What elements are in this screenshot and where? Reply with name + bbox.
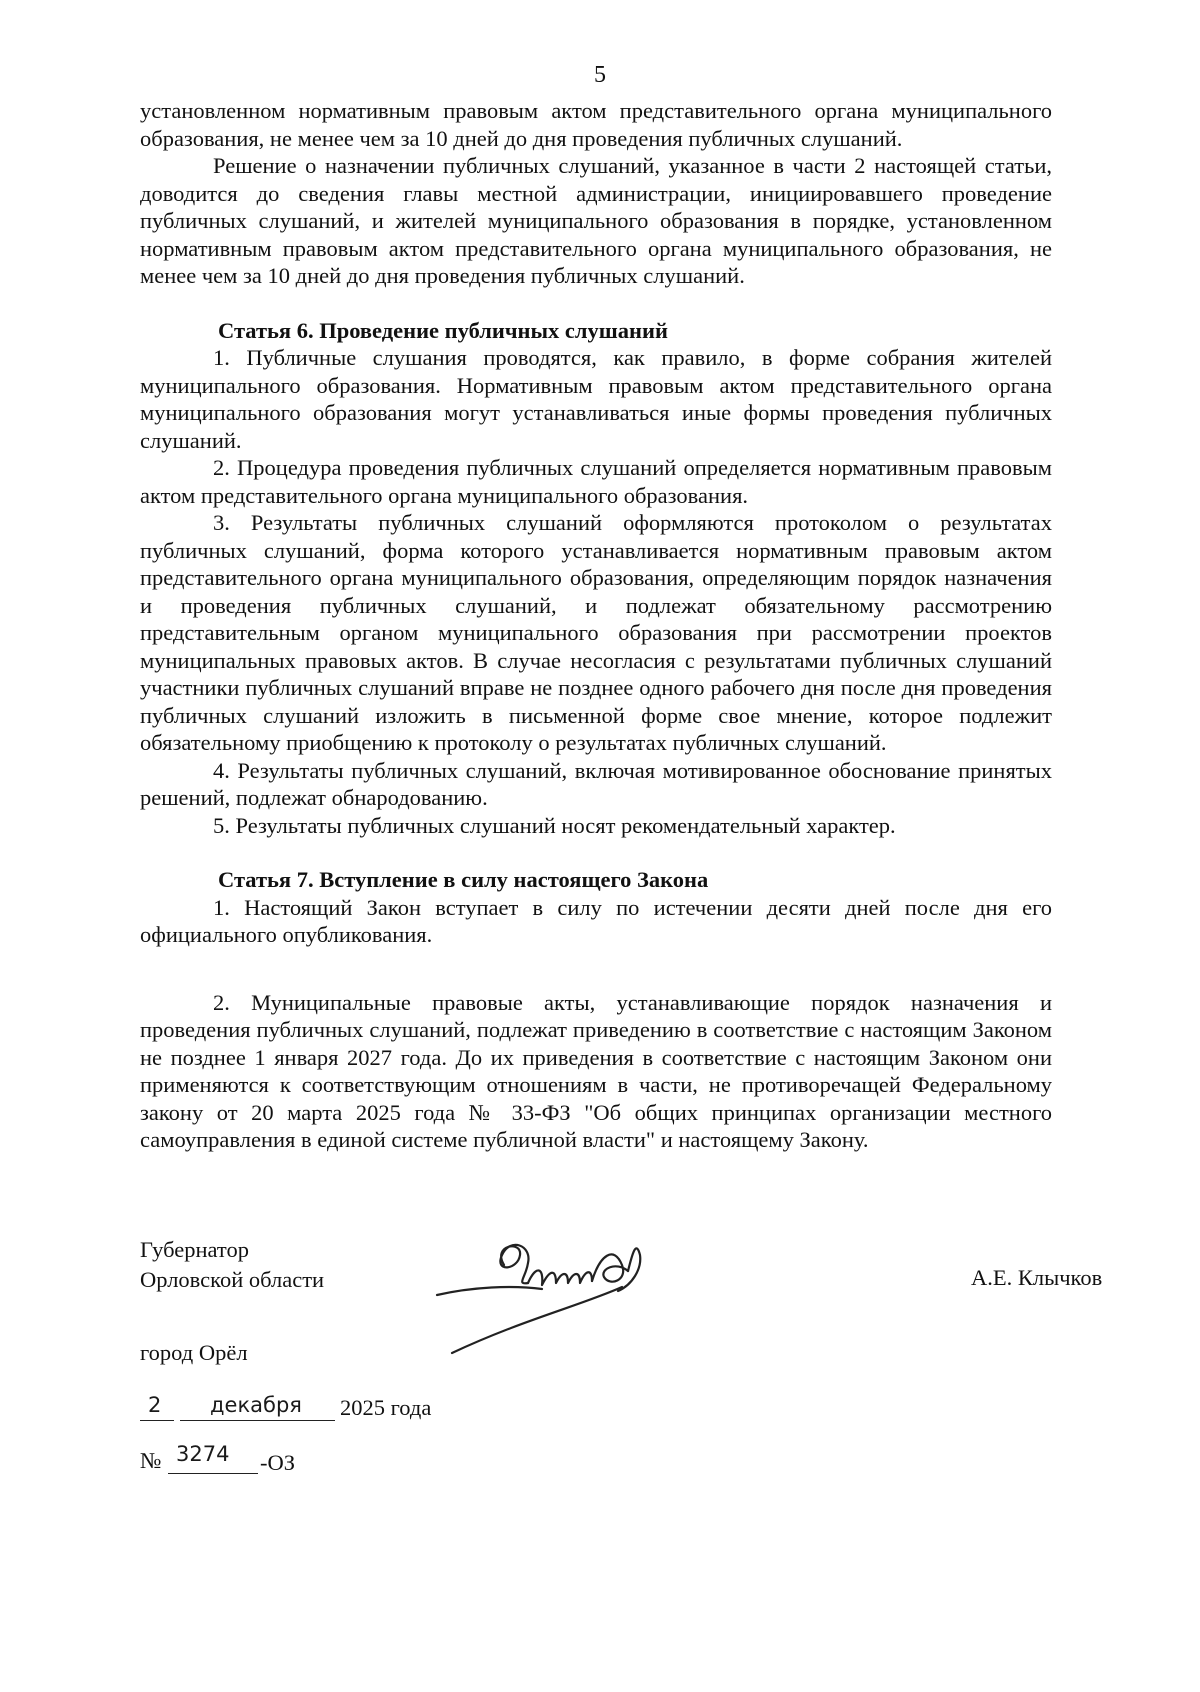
paragraph-continuation: установленном нормативным правовым актом представительного органа муниципального образования, не менее чем за 10 дней до дня проведения публичных слушаний.: [140, 98, 1052, 151]
article-6-item-2: 2. Процедура проведения публичных слушаний определяется нормативным правовым актом представительного органа муниципального образования.: [140, 455, 1052, 508]
signatory-name: А.Е. Клычков: [971, 1265, 1103, 1290]
date-day: 2: [148, 1393, 162, 1417]
article-6-item-1: 1. Публичные слушания проводятся, как правило, в форме собрания жителей муниципального образования. Нормативным правовым актом представительного органа муниципального образования могут устанавливаться иные формы проведения публичных слушаний.: [140, 345, 1052, 453]
article-7-item-1: 1. Настоящий Закон вступает в силу по истечении десяти дней после дня его официального опубликования.: [140, 894, 1052, 947]
article-7-item-2: 2. Муниципальные правовые акты, устанавливающие порядок назначения и проведения публичных слушаний, подлежат приведению в соответствие с настоящим Законом не позднее 1 января 2027 года. До их приведения в соответствие с настоящим Законом они применяются к соответствующим отношениям в части, не противоречащей Федеральному закону от 20 марта 2025 года № 33-ФЗ "Об общих принципах организации местного самоуправления в единой системе публичной власти" и настоящему Закону.: [140, 989, 1052, 1152]
paragraph-hearing-decision: Решение о назначении публичных слушаний, указанное в части 2 настоящей статьи, доводится до сведения главы местной администрации, инициировавшего проведение публичных слушаний, и жителей муниципального образования в порядке, установленном нормативным правовым актом представительного органа муниципального образования, не менее чем за 10 дней до дня проведения публичных слушаний.: [140, 153, 1052, 288]
month-underline: [180, 1420, 335, 1421]
article-6-item-5: 5. Результаты публичных слушаний носят рекомендательный характер.: [213, 812, 896, 838]
number-sign: №: [140, 1448, 162, 1473]
article-7-heading: Статья 7. Вступление в силу настоящего Закона: [218, 867, 709, 892]
signatory-title: [140, 1235, 324, 1295]
number-underline: [168, 1473, 258, 1474]
signatory-title-line-2: Орловской области: [140, 1267, 325, 1292]
day-underline: [140, 1420, 174, 1421]
article-6-item-4: 4. Результаты публичных слушаний, включая мотивированное обоснование принятых решений, подлежат обнародованию.: [140, 757, 1052, 810]
number-suffix: -ОЗ: [260, 1450, 296, 1475]
law-number: [140, 1442, 440, 1480]
handwritten-signature: [432, 1225, 672, 1355]
article-6-item-3: 3. Результаты публичных слушаний оформляются протоколом о результатах публичных слушаний, форма которого устанавливается нормативным правовым актом представительного органа муниципального образования, определяющим порядок назначения и проведения публичных слушаний, и подлежат обязательному рассмотрению представительным органом муниципального образования при рассмотрении проектов муниципальных правовых актов. В случае несогласия с результатами публичных слушаний участники публичных слушаний вправе не позднее одного рабочего дня после дня проведения публичных слушаний изложить в письменной форме свое мнение, которое подлежит обязательному приобщению к протоколу о результатах публичных слушаний.: [140, 510, 1052, 755]
page-number: 5: [594, 62, 606, 88]
date-month: декабря: [210, 1393, 302, 1417]
article-6-heading: Статья 6. Проведение публичных слушаний: [218, 317, 668, 343]
signing-city: город Орёл: [140, 1340, 248, 1365]
signing-date: [140, 1395, 540, 1425]
document-body: [140, 97, 1052, 1154]
number-value: 3274: [176, 1442, 230, 1466]
signatory-title-line-1: Губернатор: [140, 1237, 249, 1262]
date-year: 2025 года: [340, 1395, 432, 1420]
